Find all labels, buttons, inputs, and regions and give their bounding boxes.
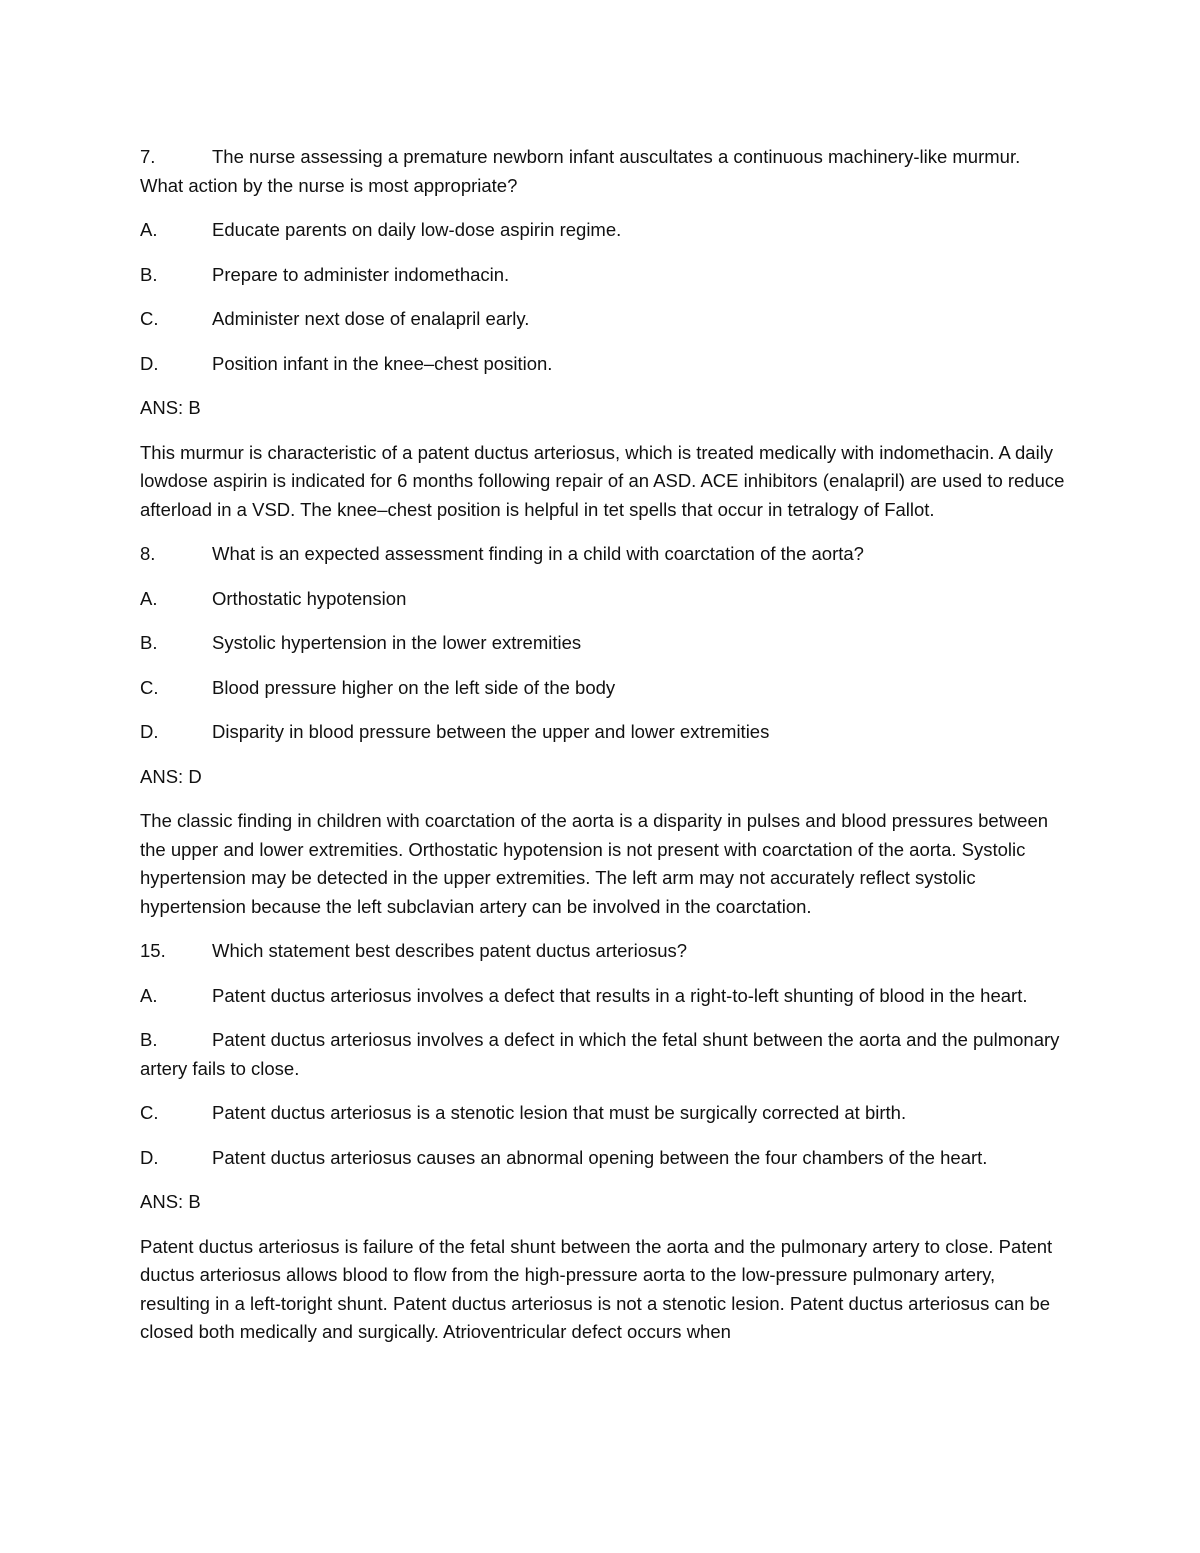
option-text: Blood pressure higher on the left side of the body <box>212 676 616 698</box>
answer-option <box>140 350 1065 379</box>
option-letter: A. <box>140 587 158 609</box>
option-letter: D. <box>140 352 159 374</box>
question-stem <box>140 540 1065 569</box>
answer-option <box>140 1099 1065 1128</box>
option-text: Patent ductus arteriosus involves a defect in which the fetal shunt between the aorta and the pulmonary artery fails to close. <box>140 1029 1060 1079</box>
option-letter: B. <box>140 1029 158 1050</box>
question-number: 8. <box>140 543 156 564</box>
document-page <box>140 143 1065 1363</box>
answer-key: ANS: B <box>140 397 201 418</box>
option-letter: A. <box>140 984 158 1006</box>
question-number: 15. <box>140 940 166 961</box>
option-letter: B. <box>140 632 158 653</box>
option-letter: C. <box>140 308 159 329</box>
option-text: Orthostatic hypotension <box>212 587 407 609</box>
rationale: This murmur is characteristic of a patent ductus arteriosus, which is treated medically with indomethacin. A daily lowdose aspirin is indicated for 6 months following repair of an ASD. ACE inhibitors (enalapril) are used to reduce afterload in a VSD. The knee–chest position is helpful in tet spells that occur in tetralogy of Fallot. <box>140 441 1065 520</box>
answer-option <box>140 1144 1065 1173</box>
option-text: Patent ductus arteriosus causes an abnormal opening between the four chambers of the heart. <box>212 1146 988 1168</box>
question-block <box>140 143 1065 524</box>
question-text: What is an expected assessment finding in a child with coarctation of the aorta? <box>212 543 864 564</box>
answer-option <box>140 1026 1065 1083</box>
answer-option <box>140 216 1065 245</box>
option-letter: C. <box>140 1102 159 1123</box>
answer-option <box>140 585 1065 614</box>
question-stem <box>140 937 1065 966</box>
answer-option <box>140 629 1065 658</box>
question-block <box>140 937 1065 1347</box>
question-text: Which statement best describes patent ductus arteriosus? <box>212 940 688 961</box>
answer-key: ANS: D <box>140 765 202 787</box>
option-text: Systolic hypertension in the lower extremities <box>212 632 582 653</box>
option-text: Disparity in blood pressure between the upper and lower extremities <box>212 721 770 742</box>
option-text: Patent ductus arteriosus involves a defect that results in a right-to-left shunting of blood in the heart. <box>212 984 1028 1006</box>
option-text: Educate parents on daily low-dose aspirin regime. <box>212 219 622 240</box>
question-stem <box>140 143 1065 200</box>
option-letter: C. <box>140 676 159 698</box>
answer-option <box>140 305 1065 334</box>
option-letter: D. <box>140 1146 159 1168</box>
option-letter: B. <box>140 263 158 285</box>
answer-option <box>140 261 1065 290</box>
question-block <box>140 540 1065 921</box>
option-text: Patent ductus arteriosus is a stenotic lesion that must be surgically corrected at birth. <box>212 1102 907 1123</box>
option-letter: A. <box>140 219 158 240</box>
answer-option <box>140 674 1065 703</box>
question-text: The nurse assessing a premature newborn infant auscultates a continuous machinery-like murmur. What action by the nurse is most appropriate? <box>140 146 1021 196</box>
option-text: Prepare to administer indomethacin. <box>212 263 510 285</box>
option-text: Position infant in the knee–chest position. <box>212 352 553 374</box>
answer-option <box>140 718 1065 747</box>
option-letter: D. <box>140 721 159 742</box>
rationale: Patent ductus arteriosus is failure of the fetal shunt between the aorta and the pulmonary artery to close. Patent ductus arteriosus allows blood to flow from the high-pressure aorta to the low-pressure pulmonary artery, resulting in a left-toright shunt. Patent ductus arteriosus is not a stenotic lesion. Patent ductus arteriosus can be closed both medically and surgically. Atrioventricular defect occurs when <box>140 1235 1053 1342</box>
answer-key: ANS: B <box>140 1191 201 1212</box>
answer-option <box>140 982 1065 1011</box>
option-text: Administer next dose of enalapril early. <box>212 308 530 329</box>
rationale: The classic finding in children with coarctation of the aorta is a disparity in pulses and blood pressures between the upper and lower extremities. Orthostatic hypotension is not present with coarctation of the aorta. Systolic hypertension may be detected in the upper extremities. The left arm may not accurately reflect systolic hypertension because the left subclavian artery can be involved in the coarctation. <box>140 810 1049 917</box>
question-number: 7. <box>140 146 156 167</box>
